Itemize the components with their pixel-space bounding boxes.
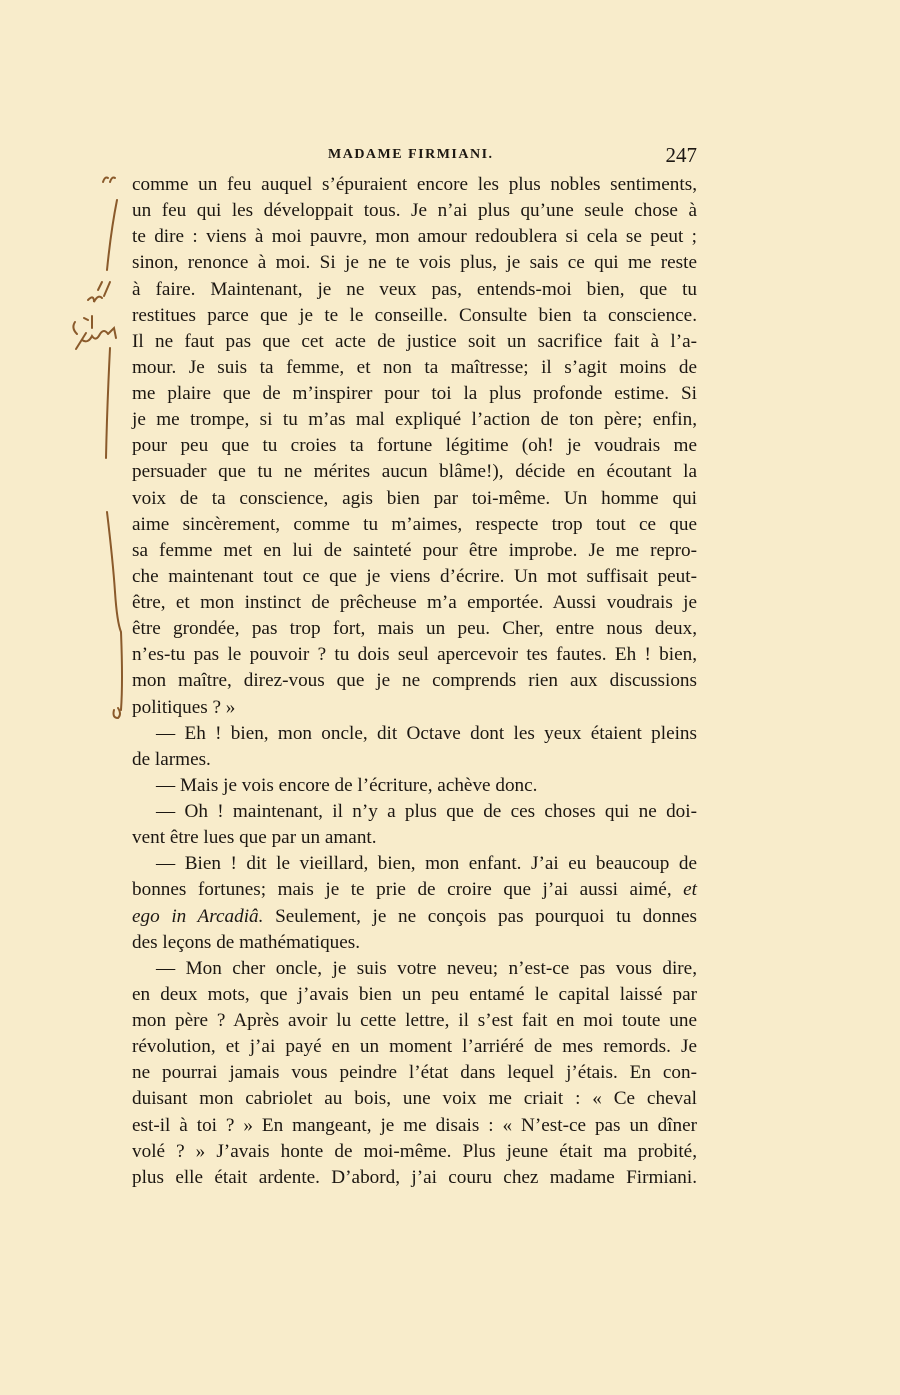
text-segment: sinon, renonce à moi. Si je ne te vois plus, je sais ce qui me reste xyxy=(132,252,697,274)
text-line xyxy=(132,433,697,459)
text-line xyxy=(132,303,697,329)
text-segment: un feu qui les développait tous. Je n’ai plus qu’une seule chose à xyxy=(132,200,697,222)
text-segment: aime sincèrement, comme tu m’aimes, respecte trop tout ce que xyxy=(132,513,697,535)
text-segment: en deux mots, que j’avais bien un peu entamé le capital laissé par xyxy=(132,983,697,1005)
text-segment: Seulement, je ne conçois pas pourquoi tu donnes xyxy=(263,905,697,927)
text-line xyxy=(132,904,697,930)
text-line xyxy=(132,825,697,851)
text-segment: — Oh ! maintenant, il n’y a plus que de ces choses qui ne doi- xyxy=(156,801,697,822)
handwritten-margin-annotations-icon xyxy=(0,0,140,1395)
text-segment: — Mais je vois encore de l’écriture, achève donc. xyxy=(156,774,538,796)
text-segment: mon père ? Après avoir lu cette lettre, il s’est fait en moi toute une xyxy=(132,1010,697,1031)
text-segment: sa femme met en lui de sainteté pour être improbe. Je me repro- xyxy=(132,539,697,561)
text-segment: ne pourrai jamais vous peindre l’état dans lequel j’étais. En con- xyxy=(132,1062,697,1084)
text-line xyxy=(132,407,697,433)
text-line xyxy=(132,851,697,877)
text-line xyxy=(132,590,697,616)
text-segment: mour. Je suis ta femme, et non ta maîtresse; il s’agit moins de xyxy=(132,356,697,378)
text-segment: n’es-tu pas le pouvoir ? tu dois seul apercevoir tes fautes. Eh ! bien, xyxy=(132,644,697,666)
text-segment: est-il à toi ? » En mangeant, je me disais : « N’est-ce pas un dîner xyxy=(132,1114,697,1136)
text-line xyxy=(132,512,697,538)
text-line xyxy=(132,1034,697,1060)
text-line xyxy=(132,695,697,721)
text-line xyxy=(132,1086,697,1112)
text-line xyxy=(132,250,697,276)
text-segment: ego in Arcadiâ. xyxy=(132,905,264,927)
text-segment: — Bien ! dit le vieillard, bien, mon enfant. J’ai eu beaucoup de xyxy=(156,853,697,875)
text-segment: plus elle était ardente. D’abord, j’ai couru chez madame Firmiani. xyxy=(132,1166,697,1188)
text-segment: je me trompe, si tu m’as mal expliqué l’action de ton père; enfin, xyxy=(132,409,697,431)
text-segment: restitues parce que je te le conseille. Consulte bien ta conscience. xyxy=(132,304,697,326)
page-number: 247 xyxy=(665,143,697,167)
text-segment: voix de ta conscience, agis bien par toi-même. Un homme qui xyxy=(132,487,697,509)
text-line xyxy=(132,381,697,407)
text-segment: mon maître, direz-vous que je ne comprends rien aux discussions xyxy=(132,670,697,692)
text-segment: bonnes fortunes; mais je te prie de croire que j’ai aussi aimé, xyxy=(132,879,684,901)
text-line xyxy=(132,486,697,512)
text-line xyxy=(132,564,697,590)
text-segment: comme un feu auquel s’épuraient encore les plus nobles sentiments, xyxy=(132,174,697,195)
text-line xyxy=(132,198,697,224)
text-line xyxy=(132,956,697,982)
text-line xyxy=(132,773,697,799)
text-segment: révolution, et j’ai payé en un moment l’arriéré de mes remords. Je xyxy=(132,1036,697,1058)
text-line xyxy=(132,642,697,668)
text-line xyxy=(132,747,697,773)
body-text xyxy=(132,172,697,1191)
text-line xyxy=(132,459,697,485)
text-segment: politiques ? » xyxy=(132,696,236,718)
text-segment: duisant mon cabriolet au bois, une voix me criait : « Ce cheval xyxy=(132,1088,697,1110)
text-line xyxy=(132,930,697,956)
text-segment: être, et mon instinct de prêcheuse m’a emportée. Aussi voudrais je xyxy=(132,592,697,613)
text-segment: te dire : viens à moi pauvre, mon amour redoublera si cela se peut ; xyxy=(132,226,697,248)
text-segment: volé ? » J’avais honte de moi-même. Plus jeune était ma probité, xyxy=(132,1140,697,1162)
text-line xyxy=(132,668,697,694)
text-segment: et xyxy=(683,879,697,901)
text-segment: à faire. Maintenant, je ne veux pas, entends-moi bien, que tu xyxy=(132,278,697,300)
text-line xyxy=(132,277,697,303)
text-line xyxy=(132,982,697,1008)
text-segment: me plaire que de m’inspirer pour toi la plus profonde estime. Si xyxy=(132,383,697,404)
text-segment: des leçons de mathématiques. xyxy=(132,931,361,953)
text-line xyxy=(132,799,697,825)
running-title: MADAME FIRMIANI. xyxy=(328,147,494,162)
text-segment: de larmes. xyxy=(132,748,211,770)
text-segment: — Mon cher oncle, je suis votre neveu; n’est-ce pas vous dire, xyxy=(156,957,697,979)
text-segment: vent être lues que par un amant. xyxy=(132,827,377,849)
text-line xyxy=(132,355,697,381)
text-line xyxy=(132,877,697,903)
text-line xyxy=(132,224,697,250)
text-line xyxy=(132,1113,697,1139)
text-line xyxy=(132,538,697,564)
text-line xyxy=(132,721,697,747)
text-segment: — Eh ! bien, mon oncle, dit Octave dont les yeux étaient pleins xyxy=(156,722,697,744)
text-segment: persuader que tu ne mérites aucun blâme!), décide en écoutant la xyxy=(132,461,697,483)
text-segment: pour peu que tu croies ta fortune légitime (oh! je voudrais me xyxy=(132,435,697,457)
text-line xyxy=(132,1139,697,1165)
text-line xyxy=(132,172,697,198)
text-line xyxy=(132,1008,697,1034)
text-segment: être grondée, pas trop fort, mais un peu. Cher, entre nous deux, xyxy=(132,618,697,640)
text-line xyxy=(132,329,697,355)
text-segment: che maintenant tout ce que je viens d’écrire. Un mot suffisait peut- xyxy=(132,565,697,587)
text-line xyxy=(132,1165,697,1191)
text-line xyxy=(132,1060,697,1086)
text-line xyxy=(132,616,697,642)
page-header xyxy=(132,143,697,167)
text-segment: Il ne faut pas que cet acte de justice soit un sacrifice fait à l’a- xyxy=(132,330,697,352)
